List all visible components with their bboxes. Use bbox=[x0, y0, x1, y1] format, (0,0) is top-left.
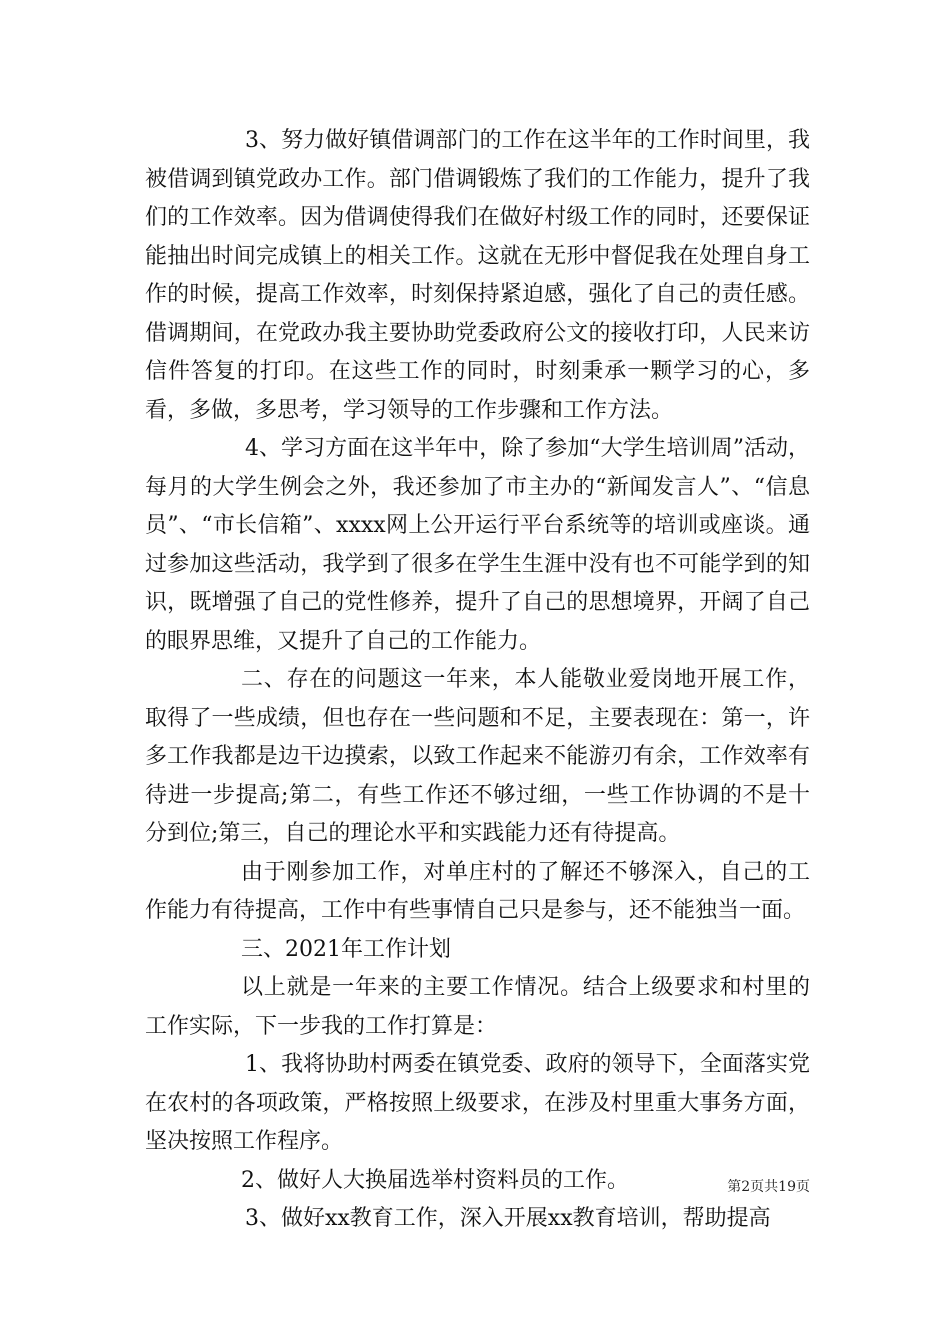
paragraph-study: 4、学习方面在这半年中，除了参加“大学生培训周”活动，每月的大学生例会之外，我还参加了市主办的“新闻发言人”、“信息员”、“市长信箱”、xxxx网上公开运行平台系统等的培训或座谈。通过参加这些活动，我学到了很多在学生生涯中没有也不可能学到的知识，既增强了自己的党性修养，提升了自己的思想境界，开阔了自己的眼界思维，又提升了自己的工作能力。 bbox=[145, 436, 810, 654]
document-body bbox=[145, 122, 810, 1239]
paragraph-plan-intro: 以上就是一年来的主要工作情况。结合上级要求和村里的工作实际，下一步我的工作打算是： bbox=[145, 975, 810, 1039]
page-number: 第2页共19页 bbox=[727, 1179, 810, 1195]
paragraph-plan-item-2: 2、做好人大换届选举村资料员的工作。 bbox=[241, 1167, 629, 1193]
section-heading-work-plan: 三、2021年工作计划 bbox=[241, 936, 451, 962]
paragraph-plan-item-1: 1、我将协助村两委在镇党委、政府的领导下，全面落实党在农村的各项政策，严格按照上级要求，在涉及村里重大事务方面，坚决按照工作程序。 bbox=[145, 1052, 810, 1154]
paragraph-plan-item-3: 3、做好xx教育工作，深入开展xx教育培训，帮助提高 bbox=[245, 1206, 771, 1231]
paragraph-problems: 二、存在的问题这一年来，本人能敬业爱岗地开展工作，取得了一些成绩，但也存在一些问题和不足，主要表现在：第一，许多工作我都是边干边摸索，以致工作起来不能游刃有余，工作效率有待进一步提高;第二，有些工作还不够过细，一些工作协调的不是十分到位;第三，自己的理论水平和实践能力还有待提高。 bbox=[145, 667, 810, 846]
paragraph-understanding: 由于刚参加工作，对单庄村的了解还不够深入，自己的工作能力有待提高，工作中有些事情自己只是参与，还不能独当一面。 bbox=[145, 859, 810, 923]
paragraph-borrowed-work: 3、努力做好镇借调部门的工作在这半年的工作时间里，我被借调到镇党政办工作。部门借调锻炼了我们的工作能力，提升了我们的工作效率。因为借调使得我们在做好村级工作的同时，还要保证能抽出时间完成镇上的相关工作。这就在无形中督促我在处理自身工作的时候，提高工作效率，时刻保持紧迫感，强化了自己的责任感。借调期间，在党政办我主要协助党委政府公文的接收打印，人民来访信件答复的打印。在这些工作的同时，时刻秉承一颗学习的心，多看，多做，多思考，学习领导的工作步骤和工作方法。 bbox=[145, 128, 810, 423]
